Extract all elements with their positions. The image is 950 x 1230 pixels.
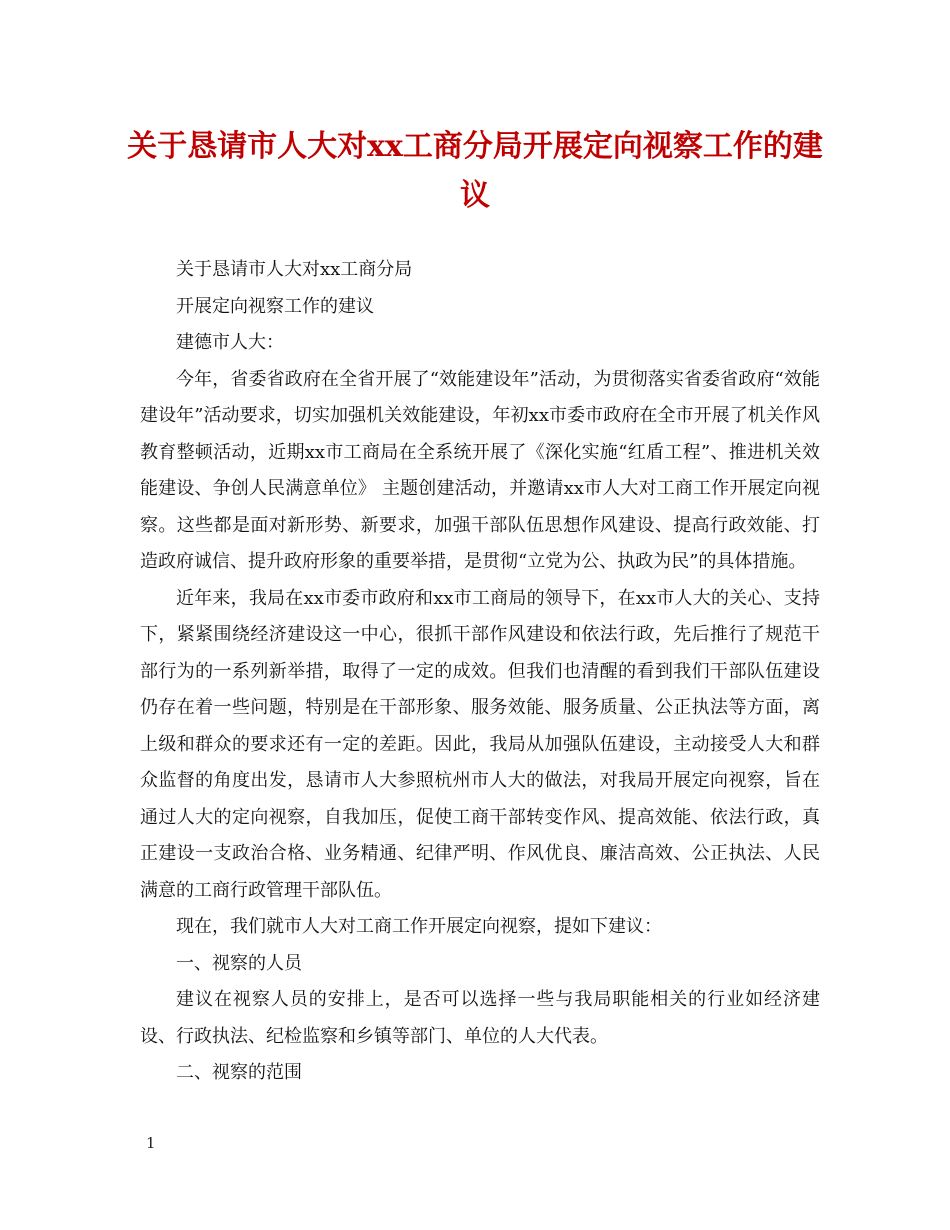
recipient-heading-line-2: 开展定向视察工作的建议 [176,295,374,317]
document-body [140,252,820,1092]
recipient-heading-line-1: 关于恳请市人大对xx工商分局 [176,259,413,280]
paragraph-personnel: 建议在视察人员的安排上，是否可以选择一些与我局职能相关的行业如经济建设、行政执法、纪检监察和乡镇等部门、单位的人大代表。 [140,989,820,1047]
section-heading-scope: 二、视察的范围 [176,1062,302,1083]
document-title: 关于恳请市人大对xx工商分局开展定向视察工作的建议 [127,129,823,213]
page-number: 1 [146,1134,156,1152]
paragraph-background: 今年，省委省政府在全省开展了“效能建设年”活动，为贯彻落实省委省政府“效能建设年”活动要求，切实加强机关效能建设，年初xx市委市政府在全市开展了机关作风教育整顿活动，近期xx市工商局在全系统开展了《深化实施“红盾工程”、推进机关效能建设、争创人民满意单位》 主题创建活动，并邀请xx市人大对工商工作开展定向视察。这些都是面对新形势、新要求，加强干部队伍思想作风建设、提高行政效能、打造政府诚信、提升政府形象的重要举措，是贯彻“立党为公、执政为民”的具体措施。 [140,368,820,572]
section-heading-personnel: 一、视察的人员 [176,952,302,974]
salutation: 建德市人大： [176,332,284,353]
paragraph-proposal-intro: 现在，我们就市人大对工商工作开展定向视察，提如下建议： [176,916,662,937]
paragraph-recent-years: 近年来，我局在xx市委市政府和xx市工商局的领导下，在xx市人大的关心、支持下，紧紧围绕经济建设这一中心，很抓干部作风建设和依法行政，先后推行了规范干部行为的一系列新举措，取得了一定的成效。但我们也清醒的看到我们干部队伍建设仍存在着一些问题，特别是在干部形象、服务效能、服务质量、公正执法等方面，离上级和群众的要求还有一定的差距。因此，我局从加强队伍建设，主动接受人大和群众监督的角度出发，恳请市人大参照杭州市人大的做法，对我局开展定向视察，旨在通过人大的定向视察，自我加压，促使工商干部转变作风、提高效能、依法行政，真正建设一支政治合格、业务精通、纪律严明、作风优良、廉洁高效、公正执法、人民满意的工商行政管理干部队伍。 [140,587,820,901]
